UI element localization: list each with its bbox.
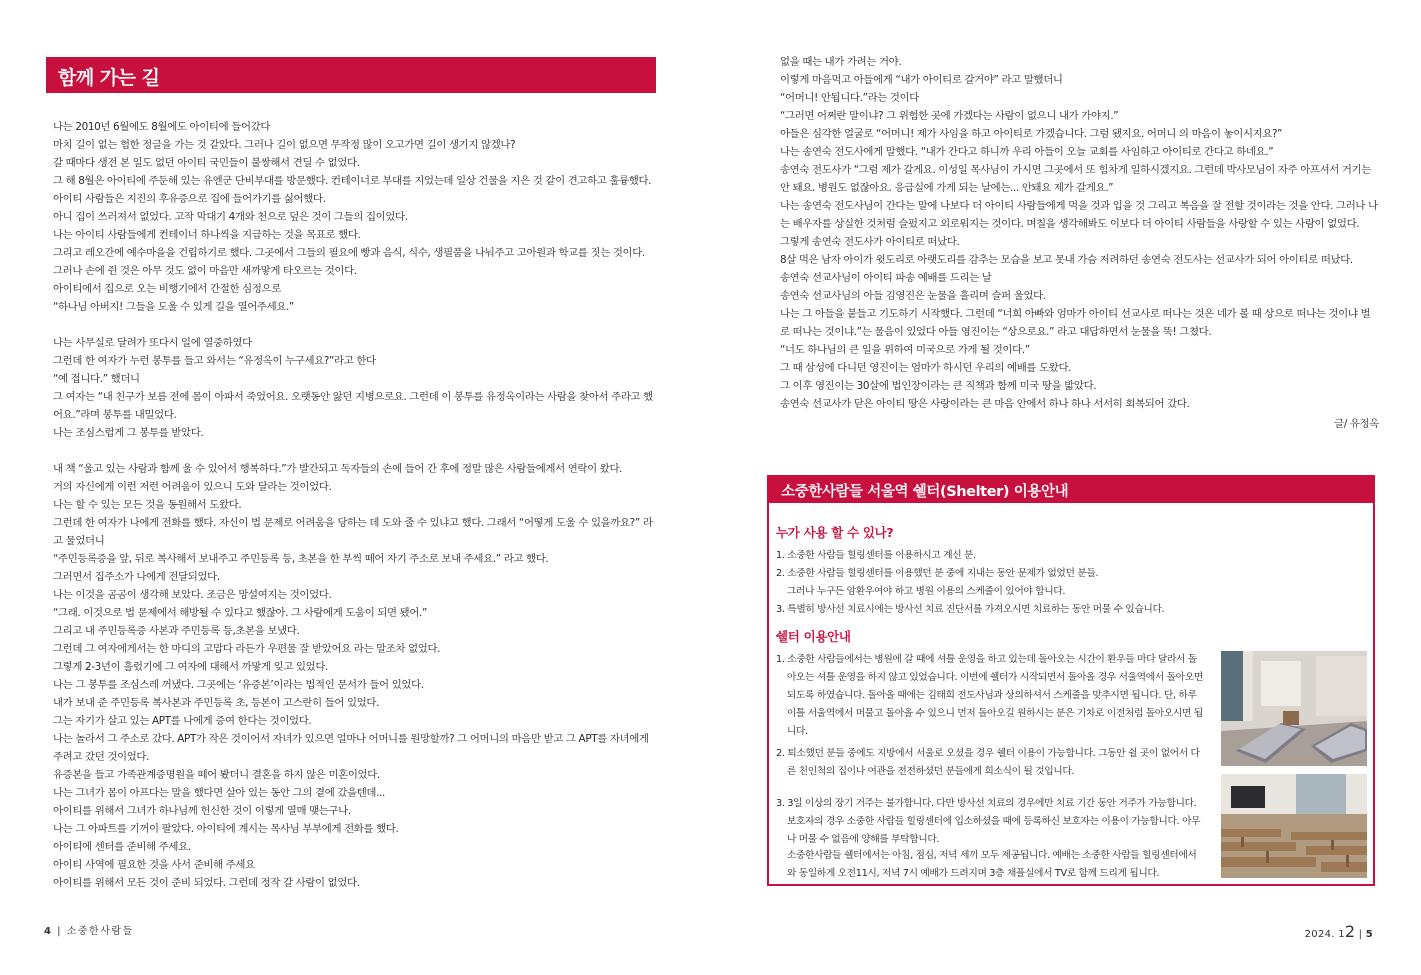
box-line: 되도록 하였습니다. 돌아올 때에는 김태희 전도사님과 상의하셔서 스케줄을 맞추시면 됩니다. 단, 하루 bbox=[776, 690, 1197, 701]
left-page-number: 4 bbox=[44, 926, 53, 937]
body-line: “주민등록증을 앞, 뒤로 복사해서 보내주고 주민등록 등, 초본을 한 부씩 떼어 자기 주소로 보내 주세요.” 라고 했다. bbox=[53, 553, 549, 565]
body-line: 그 해 8월은 아이티에 주둔해 있는 유엔군 단비부대를 방문했다. 컨테이너로 부대를 지었는데 일상 건물을 지은 것 같이 견고하고 훌륭했다. bbox=[53, 175, 652, 187]
body-line: 그런데 한 여자가 누런 봉투를 들고 와서는 “유정옥이 누구세요?”라고 한다 bbox=[53, 355, 376, 367]
guide-item-1 bbox=[776, 651, 1214, 741]
body-line: 아니 집이 쓰러져서 없었다. 고작 막대기 4개와 천으로 덮은 것이 그들의 집이었다. bbox=[53, 211, 408, 223]
right-footer bbox=[1305, 922, 1373, 941]
box-line: 3. 3일 이상의 장기 거주는 불가합니다. 다만 방사선 치료의 경우에만 치료 기간 동안 거주가 가능합니다. bbox=[776, 798, 1197, 809]
body-line: 마치 길이 없는 험한 정글을 가는 것 같았다. 그러나 길이 없으면 무작정 많이 오고가면 길이 생기지 않겠나? bbox=[53, 139, 516, 151]
body-line: 내가 보내 준 주민등록 복사본과 주민등록 초, 등본이 고스란히 들어 있었다. bbox=[53, 697, 380, 709]
guide-item-3 bbox=[776, 795, 1214, 849]
box-line: 니다. bbox=[776, 726, 808, 737]
body-line: 아이티를 위해서 모든 것이 준비 되었다. 그런데 정작 갈 사람이 없었다. bbox=[53, 877, 360, 889]
box-line: 1. 소중한 사람들 힐링센터를 이용하시고 계신 분. bbox=[776, 550, 976, 561]
left-page bbox=[0, 0, 710, 975]
box-line: 이틀 서울역에서 머물고 돌아올 수 있으니 먼저 돌아오길 원하시는 분은 기차로 이전처럼 돌아오시면 됩 bbox=[776, 708, 1203, 719]
shelter-info-box bbox=[767, 475, 1375, 886]
box-line: 1. 소중한 사람들에서는 병원에 갈 때에 셔틀 운영을 하고 있는데 돌아오는 시간이 환우들 마다 달라서 돌 bbox=[776, 654, 1197, 665]
body-line: 그러나 손에 쥔 것은 아무 것도 없이 마음만 새까맣게 타오르는 것이다. bbox=[53, 265, 357, 277]
shelter-guide-heading: 쉘터 이용안내 bbox=[776, 629, 851, 644]
body-line: 없을 때는 내가 가려는 거야. bbox=[780, 56, 902, 68]
body-line: 나는 이것을 곰곰이 생각해 보았다. 조금은 망설여지는 것이었다. bbox=[53, 589, 332, 601]
box-line: 보호자의 경우 소중한 사람들 힐링센터에 입소하셨을 때에 등록하신 보호자는 이용이 가능합니다. 아무 bbox=[776, 816, 1201, 827]
body-line: 아이티 사람들은 지진의 후유증으로 집에 들어가기를 싫어했다. bbox=[53, 193, 326, 205]
who-can-use-heading: 누가 사용 할 수 있나? bbox=[776, 525, 894, 540]
body-line: 송연숙 선교사가 닫은 아이티 땅은 사랑이라는 큰 마음 안에서 하나 하나 서서히 회복되어 갔다. bbox=[780, 398, 1190, 410]
body-line: “예 접니다.” 했더니 bbox=[53, 373, 140, 385]
body-line: 갈 때마다 생전 본 일도 없던 아이티 국민들이 불쌍해서 견딜 수 없었다. bbox=[53, 157, 360, 169]
box-line: 아오는 셔틀 운영을 하지 않고 있었습니다. 이번에 쉘터가 시작되면서 돌아올 경우 서울역에서 돌아오면 bbox=[776, 672, 1203, 683]
box-line: 와 동일하게 오전11시, 저녁 7시 예배가 드려지며 3층 채플실에서 TV로 함께 드리게 됩니다. bbox=[776, 868, 1160, 879]
body-line: 나는 그 아파트를 기꺼이 팔았다. 아이티에 계시는 목사님 부부에게 전화를 했다. bbox=[53, 823, 399, 835]
box-line: 2. 퇴소했던 분들 중에도 지방에서 서울로 오셨을 경우 쉘터 이용이 가능합니다. 그동안 쉴 곳이 없어서 다 bbox=[776, 748, 1200, 759]
shelter-box-title: 소중한사람들 서울역 쉘터(Shelter) 이용안내 bbox=[781, 484, 1069, 500]
body-line: 내 책 “울고 있는 사람과 함께 울 수 있어서 행복하다.”가 발간되고 독자들의 손에 들어 간 후에 정말 많은 사람들에게서 연락이 왔다. bbox=[53, 463, 623, 475]
issue-month: 2 bbox=[1344, 922, 1356, 941]
body-line: “그래. 이것으로 법 문제에서 해방될 수 있다고 했잖아. 그 사람에게 도움이 되면 됐어.” bbox=[53, 607, 428, 619]
body-line: 나는 사무실로 달려가 또다시 일에 열중하였다 bbox=[53, 337, 252, 349]
body-line: 아이티를 위해서 그녀가 하나님께 헌신한 것이 이렇게 열매 맺는구나. bbox=[53, 805, 351, 817]
box-line: 른 친인척의 집이나 여관을 전전하셨던 분들에게 희소식이 될 것입니다. bbox=[776, 766, 1075, 777]
issue-year: 2024. 1 bbox=[1304, 929, 1345, 940]
footer-separator: | bbox=[57, 926, 63, 937]
body-line: 그렇게 2-3년이 흘렀기에 그 여자에 대해서 까맣게 잊고 있었다. bbox=[53, 661, 328, 673]
article-title-bar bbox=[46, 57, 656, 93]
shelter-box-header bbox=[769, 477, 1373, 503]
body-line: 나는 조심스럽게 그 봉투를 받았다. bbox=[53, 427, 204, 439]
body-line: 8살 먹은 남자 아이가 윗도리로 아랫도리를 감추는 모습을 보고 못내 가슴 저려하던 송연숙 전도사는 선교사가 되어 아이티로 떠났다. bbox=[780, 254, 1353, 266]
author-credit: 글/ 유정옥 bbox=[1334, 418, 1379, 430]
body-line: 나는 송연숙 전도사에게 말했다. “내가 간다고 하니까 우리 아들이 오늘 교회를 사임하고 아이티로 간다고 하네요.” bbox=[780, 146, 1274, 158]
guide-item-4 bbox=[776, 847, 1214, 883]
left-body-text bbox=[40, 118, 656, 892]
box-line: 나 머물 수 없음에 양해를 부탁합니다. bbox=[776, 834, 940, 845]
body-line: “그러면 어쩌란 말이냐? 그 위험한 곳에 가겠다는 사람이 없으니 내가 가야지.” bbox=[780, 110, 1119, 122]
body-line: 나는 그녀가 몸이 아프다는 말을 했다면 살아 있는 동안 그의 곁에 갔을텐데... bbox=[53, 787, 385, 799]
body-line: 나는 그 봉투를 조심스레 꺼냈다. 그곳에는 ‘유증본’이라는 법적인 문서가 들어 있었다. bbox=[53, 679, 424, 691]
body-line: “하나님 아버지! 그들을 도울 수 있게 길을 열어주세요.” bbox=[53, 301, 294, 313]
shelter-chapel-photo bbox=[1221, 774, 1367, 878]
body-line: 그 때 삼성에 다니던 영진이는 엄마가 하시던 우리의 예배를 도왔다. bbox=[780, 362, 1072, 374]
body-line: 나는 할 수 있는 모든 것을 동원해서 도왔다. bbox=[53, 499, 242, 511]
paragraph-gap bbox=[40, 442, 656, 460]
right-page-number: 5 bbox=[1365, 929, 1373, 940]
body-line: 그런데 한 여자가 나에게 전화를 했다. 자신이 법 문제로 어려움을 당하는 데 도와 줄 수 있냐고 했다. 그래서 “어떻게 도울 수 있을까요?” 라고 물었더니 bbox=[53, 517, 653, 547]
body-line: 그런데 그 여자에게서는 한 마디의 고맙다 라든가 우편물 잘 받았어요 라는 말조차 없었다. bbox=[53, 643, 441, 655]
body-line: 그렇게 송연숙 전도사가 아이티로 떠났다. bbox=[780, 236, 960, 248]
body-line: 송연숙 선교사님의 아들 김영진은 눈물을 흘리며 슬퍼 울었다. bbox=[780, 290, 1046, 302]
box-line: 소중한사람들 쉘터에서는 아침, 점심, 저녁 세끼 모두 제공됩니다. 예배는 소중한 사람들 힐링센터에서 bbox=[776, 850, 1197, 861]
body-line: 거의 자신에게 이런 저런 어려움이 있으니 도와 달라는 것이었다. bbox=[53, 481, 332, 493]
body-line: 그러면서 집주소가 나에게 전달되었다. bbox=[53, 571, 220, 583]
left-footer bbox=[44, 922, 134, 937]
box-line: 2. 소중한 사람들 힐링센터를 이용했던 분 중에 지내는 동안 문제가 없었던 분들. bbox=[776, 568, 1099, 579]
box-line: 그러나 누구든 암환우여야 하고 병원 이용의 스케줄이 있어야 합니다. bbox=[776, 586, 1066, 597]
shelter-bedroom-photo bbox=[1221, 651, 1367, 766]
body-line: 나는 놀라서 그 주소로 갔다. APT가 작은 것이어서 자녀가 있으면 얼마나 어머니를 원망할까? 그 어머니의 마음만 받고 그 APT를 자녀에게 주려고 갔던 것이었다. bbox=[53, 733, 649, 763]
article-title: 함께 가는 길 bbox=[58, 67, 160, 89]
footer-separator: | bbox=[1358, 929, 1363, 940]
body-line: 그 이후 영진이는 30살에 법인장이라는 큰 직책과 함께 미국 땅을 밟았다. bbox=[780, 380, 1097, 392]
body-line: 나는 송연숙 전도사님이 간다는 말에 나보다 더 아이티 사람들에게 먹을 것과 입을 것 그리고 복음을 잘 전할 것이라는 것을 안다. 그러나 나는 배우자를 상실한 것처럼 슬펐지고 외로워지는 것이다. 며칠을 생각해봐도 이보다 더 아이티 사람들을 사랑할 수 있는 사람이 없었다. bbox=[780, 200, 1378, 230]
body-line: 나는 그 아들을 붙들고 기도하기 시작했다. 그런데 “너희 아빠와 엄마가 아이티 선교사로 떠나는 것은 네가 볼 때 상으로 떠나는 것이냐 벌로 떠나는 것이냐.”는 물음이 있었다 아들 영진이는 “상으로요.” 라고 대답하면서 눈물을 뚝! 그쳤다. bbox=[780, 308, 1371, 338]
body-line: “어머니! 안됩니다.”라는 것이다 bbox=[780, 92, 919, 104]
body-line: 나는 아이티 사람들에게 컨테이너 하나씩을 지급하는 것을 목표로 했다. bbox=[53, 229, 361, 241]
who-can-use-list bbox=[776, 547, 1366, 619]
body-line: 그는 자기가 살고 있는 APT를 나에게 증여 한다는 것이었다. bbox=[53, 715, 312, 727]
body-line: 송연숙 선교사님이 아이티 파송 예배를 드리는 날 bbox=[780, 272, 992, 284]
body-line: 아이티에서 집으로 오는 비행기에서 간절한 심정으로 bbox=[53, 283, 281, 295]
body-line: 유증본을 들고 가족관계증명원을 떼어 봤더니 결혼을 하지 않은 미혼이었다. bbox=[53, 769, 380, 781]
body-line: 송연숙 전도사가 “그럼 제가 갈게요. 이성일 목사님이 가시면 그곳에서 또 힘차게 일하시겠지요. 그런데 박사모님이 자주 아프셔서 거기는 안 돼요. 병원도 없잖아요. 응급실에 가게 되는 날에는... 안돼요 제가 갈게요.” bbox=[780, 164, 1371, 194]
body-line: 아이티에 센터를 준비해 주세요. bbox=[53, 841, 191, 853]
body-line: 그리고 레오간에 예수마을을 건립하기로 했다. 그곳에서 그들의 필요에 빵과 음식, 식수, 생필품을 나눠주고 고아원과 학교를 짓는 것이다. bbox=[53, 247, 645, 259]
body-line: 나는 2010년 6월에도 8월에도 아이티에 들어갔다 bbox=[53, 121, 271, 133]
body-line: 그리고 내 주민등록증 사본과 주민등록 등,초본을 보냈다. bbox=[53, 625, 300, 637]
body-line: 아이티 사역에 필요한 것을 사서 준비해 주세요 bbox=[53, 859, 255, 871]
guide-item-2 bbox=[776, 745, 1214, 781]
body-line: 그 여자는 “내 친구가 보름 전에 몸이 아파서 죽었어요. 오랫동안 앓던 지병으로요. 그런데 이 봉투를 유정옥이라는 사람을 찾아서 주라고 했어요.”라며 봉투를 내밀었다. bbox=[53, 391, 653, 421]
box-line: 3. 특별히 방사선 치료시에는 방사선 치료 진단서를 가져오시면 치료하는 동안 머물 수 있습니다. bbox=[776, 604, 1165, 615]
body-line: “너도 하나님의 큰 일을 위하여 미국으로 가게 될 것이다.” bbox=[780, 344, 1030, 356]
body-line: 이렇게 마음먹고 아들에게 “내가 아이티로 갈거야” 라고 말했더니 bbox=[780, 74, 1063, 86]
body-line: 아들은 심각한 얼굴로 “어머니! 제가 사임을 하고 아이티로 가겠습니다. 그럼 됐지요. 어머니 의 마음이 놓이시지요?” bbox=[780, 128, 1283, 140]
magazine-name: 소중한사람들 bbox=[66, 926, 134, 937]
right-body-text bbox=[767, 53, 1379, 433]
paragraph-gap bbox=[40, 316, 656, 334]
